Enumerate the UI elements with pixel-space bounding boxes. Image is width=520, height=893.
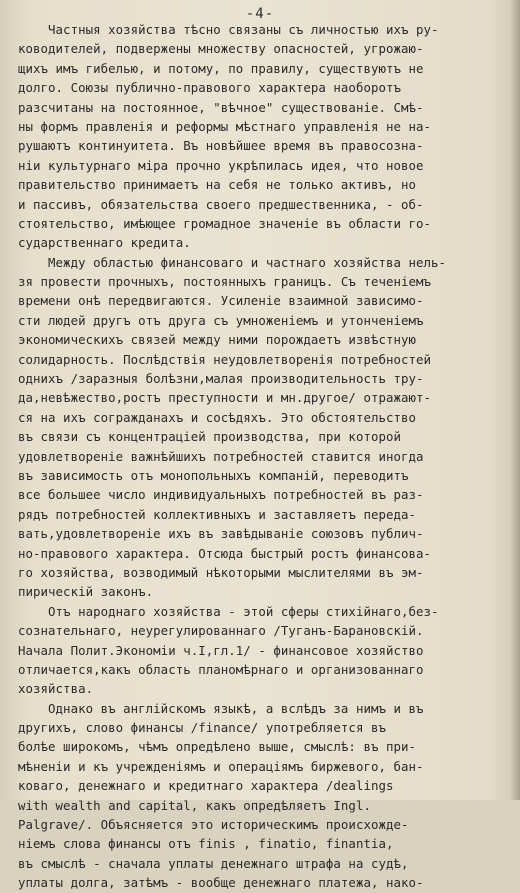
text-line: и пассивъ, обязательства своего предшественника, - об- bbox=[18, 196, 424, 212]
paragraph-4 bbox=[18, 699, 508, 893]
text-line: да,невѣжество,ростъ преступности и мн.другое/ отражают- bbox=[18, 390, 432, 406]
text-line: стоятельство, имѣющее громадное значеніе въ области го- bbox=[18, 215, 432, 231]
text-line: сти людей другъ отъ друга съ умноженіемъ и утонченіемъ bbox=[18, 312, 424, 328]
page-edge-shadow bbox=[510, 0, 520, 800]
text-line: все большее число индивидуальныхъ потребностей въ раз- bbox=[18, 487, 424, 503]
text-line: with wealth and capital, какъ опредѣляетъ Ingl. bbox=[18, 797, 371, 813]
text-line: вать,удовлетвореніе ихъ въ завѣдываніе союзовъ публич- bbox=[18, 526, 424, 542]
text-line: рядъ потребностей коллективныхъ и заставляетъ переда- bbox=[18, 506, 417, 522]
text-line: сударственнаго кредита. bbox=[18, 235, 191, 251]
paragraph-3 bbox=[18, 602, 508, 699]
text-line: щихъ имъ гибелью, и потому, по правилу, существуютъ не bbox=[18, 60, 424, 76]
text-line: времени онѣ передвигаются. Усиленіе взаимной зависимо- bbox=[18, 293, 424, 309]
text-line: ніи культурнаго міра прочно укрѣпилась идея, что новое bbox=[18, 157, 424, 173]
text-line: Между областью финансоваго и частнаго хозяйства нель- bbox=[18, 254, 447, 270]
body-text bbox=[18, 20, 508, 893]
text-line: правительство принимаетъ на себя не только активъ, но bbox=[18, 177, 417, 193]
text-line: удовлетвореніе важнѣйшихъ потребностей ставится иногда bbox=[18, 448, 424, 464]
text-line: пирическій законъ. bbox=[18, 584, 154, 600]
text-line: разсчитаны на постоянное, "вѣчное" существованіе. Смѣ- bbox=[18, 99, 424, 115]
text-line: ководителей, подвержены множеству опасностей, угрожаю- bbox=[18, 41, 424, 57]
text-line: въ зависимость отъ монопольныхъ компаній, переводитъ bbox=[18, 467, 409, 483]
text-line: Начала Полит.Экономіи ч.I,гл.1/ - финансовое хозяйство bbox=[18, 642, 424, 658]
text-line: го хозяйства, возводимый нѣкоторыми мыслителями въ эм- bbox=[18, 564, 424, 580]
text-line: ся на ихъ согражданахъ и сосѣдяхъ. Это обстоятельство bbox=[18, 409, 417, 425]
paragraph-2 bbox=[18, 253, 508, 602]
text-line: хозяйства. bbox=[18, 681, 94, 697]
text-line: ніемъ слова финансы отъ finis , finatio, finantia, bbox=[18, 836, 394, 852]
text-line: въ связи съ концентраціей производства, при которой bbox=[18, 429, 401, 445]
text-line: Отъ народнаго хозяйства - этой сферы стихійнаго,без- bbox=[18, 603, 439, 619]
text-line: болѣе широкомъ, чѣмъ опредѣлено выше, смыслѣ: въ при- bbox=[18, 739, 417, 755]
text-line: но-правового характера. Отсюда быстрый ростъ финансова- bbox=[18, 545, 432, 561]
text-line: уплаты долга, затѣмъ - вообще денежнаго платежа, нако- bbox=[18, 875, 424, 891]
text-line: отличается,какъ область планомѣрнаго и организованнаго bbox=[18, 661, 424, 677]
text-line: солидарность. Послѣдствія неудовлетворенія потребностей bbox=[18, 351, 432, 367]
text-line: рушаютъ континуитета. Въ новѣйшее время въ правосозна- bbox=[18, 138, 424, 154]
text-line: ны формъ правленія и реформы мѣстнаго управленія не на- bbox=[18, 118, 432, 134]
text-line: сознательнаго, неурегулированнаго /Туганъ-Барановскій. bbox=[18, 623, 424, 639]
text-line: мѣненіи и къ учрежденіямъ и операціямъ биржевого, бан- bbox=[18, 758, 424, 774]
text-line: зя провести прочныхъ, постоянныхъ границъ. Съ теченіемъ bbox=[18, 274, 432, 290]
text-line: въ смыслѣ - сначала уплаты денежнаго штрафа на судѣ, bbox=[18, 855, 409, 871]
text-line: долго. Союзы публично-правового характера наоборотъ bbox=[18, 80, 401, 96]
text-line: однихъ /заразныя болѣзни,малая производительность тру- bbox=[18, 371, 424, 387]
text-line: другихъ, слово финансы /finance/ употребляется въ bbox=[18, 720, 386, 736]
text-line: экономическихъ связей между ними порождаетъ извѣстную bbox=[18, 332, 417, 348]
text-line: коваго, денежнаго и кредитнаго характера /dealings bbox=[18, 778, 394, 794]
page-number: -4- bbox=[245, 6, 275, 22]
text-line: Однако въ англійскомъ языкѣ, а вслѣдъ за нимъ и въ bbox=[18, 700, 424, 716]
paragraph-1 bbox=[18, 20, 508, 253]
text-line: Частныя хозяйства тѣсно связаны съ личностью ихъ ру- bbox=[18, 22, 439, 37]
text-line: Palgrave/. Объясняется это историческимъ происхожде- bbox=[18, 817, 409, 833]
